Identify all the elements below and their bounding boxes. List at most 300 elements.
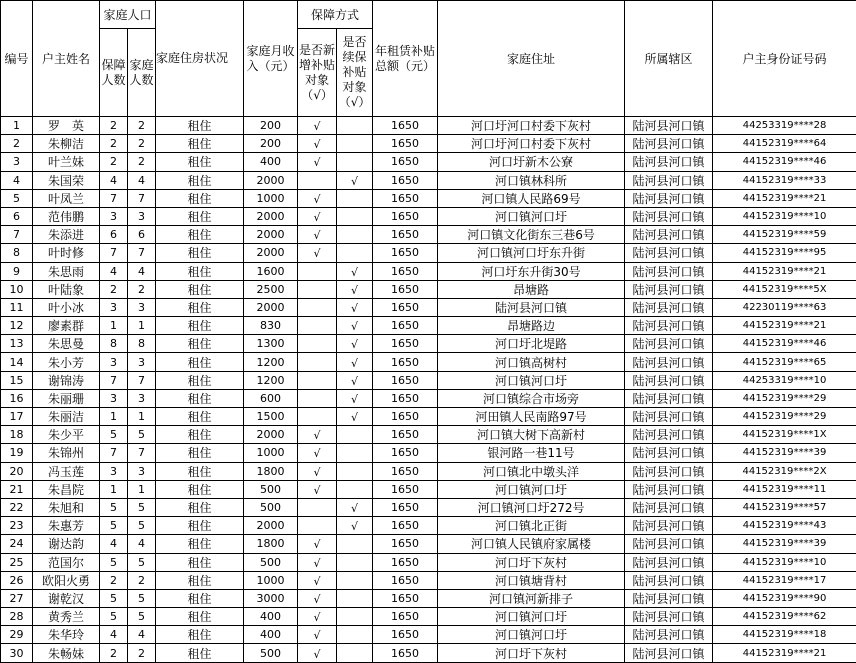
table-row <box>1 408 856 426</box>
cell-family-count: 5 <box>128 553 156 571</box>
table-row <box>1 426 856 444</box>
cell-name: 朱柳洁 <box>33 135 100 153</box>
cell-family-count: 5 <box>128 608 156 626</box>
cell-name: 朱小芳 <box>33 353 100 371</box>
cell-name: 叶时修 <box>33 244 100 262</box>
cell-rent-total: 1650 <box>373 408 438 426</box>
cell-address: 河口镇河口圩东升街 <box>438 244 625 262</box>
cell-id-no: 44152319****11 <box>713 480 856 498</box>
cell-id-no: 44152319****5X <box>713 280 856 298</box>
checkmark-icon: √ <box>351 302 358 315</box>
cell-income: 1000 <box>244 189 298 207</box>
cell-district: 陆河县河口镇 <box>625 553 713 571</box>
cell-insured-count: 7 <box>100 444 128 462</box>
cell-district: 陆河县河口镇 <box>625 189 713 207</box>
cell-id-no: 44152319****39 <box>713 444 856 462</box>
cell-rent-total: 1650 <box>373 498 438 516</box>
cell-district: 陆河县河口镇 <box>625 371 713 389</box>
cell-insured-count: 7 <box>100 189 128 207</box>
cell-family-count: 4 <box>128 626 156 644</box>
cell-new-subsidy <box>298 589 337 607</box>
cell-family-count: 6 <box>128 226 156 244</box>
cell-family-count: 7 <box>128 444 156 462</box>
cell-income: 400 <box>244 626 298 644</box>
cell-district: 陆河县河口镇 <box>625 244 713 262</box>
header-population: 家庭人口 <box>100 1 156 29</box>
table-row <box>1 244 856 262</box>
cell-id-no: 44152319****29 <box>713 408 856 426</box>
cell-family-count: 1 <box>128 480 156 498</box>
cell-family-count: 5 <box>128 498 156 516</box>
cell-name: 朱丽洁 <box>33 408 100 426</box>
cell-name: 谢达韵 <box>33 535 100 553</box>
cell-family-count: 4 <box>128 262 156 280</box>
cell-address: 陆河县河口镇 <box>438 298 625 316</box>
cell-rent-total: 1650 <box>373 571 438 589</box>
cell-id-no: 44253319****10 <box>713 371 856 389</box>
cell-no: 10 <box>1 280 33 298</box>
cell-housing: 租住 <box>156 117 244 135</box>
cell-family-count: 5 <box>128 426 156 444</box>
checkmark-icon: √ <box>351 320 358 333</box>
cell-housing: 租住 <box>156 353 244 371</box>
cell-rent-total: 1650 <box>373 353 438 371</box>
cell-housing: 租住 <box>156 444 244 462</box>
header-insured-count: 保障人数 <box>100 29 128 117</box>
cell-family-count: 2 <box>128 135 156 153</box>
cell-insured-count: 2 <box>100 280 128 298</box>
cell-new-subsidy <box>298 280 337 298</box>
checkmark-icon: √ <box>314 120 321 133</box>
cell-name: 叶凤兰 <box>33 189 100 207</box>
checkmark-icon: √ <box>351 393 358 406</box>
cell-continue-subsidy <box>337 589 373 607</box>
cell-no: 8 <box>1 244 33 262</box>
cell-rent-total: 1650 <box>373 207 438 225</box>
cell-insured-count: 3 <box>100 389 128 407</box>
cell-name: 黄秀兰 <box>33 608 100 626</box>
cell-no: 2 <box>1 135 33 153</box>
cell-no: 1 <box>1 117 33 135</box>
cell-rent-total: 1650 <box>373 553 438 571</box>
header-income: 家庭月收入（元） <box>244 1 298 117</box>
cell-id-no: 44152319****65 <box>713 353 856 371</box>
cell-district: 陆河县河口镇 <box>625 644 713 662</box>
cell-insured-count: 4 <box>100 535 128 553</box>
cell-district: 陆河县河口镇 <box>625 589 713 607</box>
cell-id-no: 44152319****90 <box>713 589 856 607</box>
cell-rent-total: 1650 <box>373 444 438 462</box>
cell-no: 5 <box>1 189 33 207</box>
cell-continue-subsidy <box>337 626 373 644</box>
cell-new-subsidy <box>298 408 337 426</box>
cell-address: 河口圩东升街30号 <box>438 262 625 280</box>
cell-housing: 租住 <box>156 462 244 480</box>
table-body <box>1 117 856 663</box>
cell-rent-total: 1650 <box>373 171 438 189</box>
cell-income: 2000 <box>244 517 298 535</box>
cell-new-subsidy <box>298 426 337 444</box>
cell-insured-count: 2 <box>100 117 128 135</box>
cell-insured-count: 7 <box>100 371 128 389</box>
cell-rent-total: 1650 <box>373 589 438 607</box>
table-row <box>1 626 856 644</box>
cell-housing: 租住 <box>156 135 244 153</box>
cell-continue-subsidy <box>337 335 373 353</box>
checkmark-icon: √ <box>351 357 358 370</box>
cell-id-no: 44152319****21 <box>713 262 856 280</box>
cell-continue-subsidy <box>337 517 373 535</box>
table-row <box>1 171 856 189</box>
cell-new-subsidy <box>298 571 337 589</box>
cell-no: 17 <box>1 408 33 426</box>
cell-address: 河口镇河口圩 <box>438 608 625 626</box>
checkmark-icon: √ <box>351 266 358 279</box>
cell-rent-total: 1650 <box>373 117 438 135</box>
cell-housing: 租住 <box>156 317 244 335</box>
cell-address: 河口镇文化街东三巷6号 <box>438 226 625 244</box>
cell-no: 18 <box>1 426 33 444</box>
table-header <box>1 1 856 117</box>
cell-district: 陆河县河口镇 <box>625 389 713 407</box>
cell-rent-total: 1650 <box>373 153 438 171</box>
cell-income: 1000 <box>244 444 298 462</box>
cell-address: 河口镇河口圩 <box>438 480 625 498</box>
table-row <box>1 608 856 626</box>
cell-continue-subsidy <box>337 462 373 480</box>
cell-address: 河田镇人民南路97号 <box>438 408 625 426</box>
cell-family-count: 3 <box>128 207 156 225</box>
cell-name: 朱旭和 <box>33 498 100 516</box>
cell-new-subsidy <box>298 262 337 280</box>
cell-id-no: 44152319****21 <box>713 644 856 662</box>
cell-new-subsidy <box>298 207 337 225</box>
cell-district: 陆河县河口镇 <box>625 462 713 480</box>
cell-housing: 租住 <box>156 644 244 662</box>
cell-family-count: 2 <box>128 644 156 662</box>
cell-name: 朱锦州 <box>33 444 100 462</box>
cell-district: 陆河县河口镇 <box>625 335 713 353</box>
cell-continue-subsidy <box>337 244 373 262</box>
cell-no: 27 <box>1 589 33 607</box>
table-row <box>1 189 856 207</box>
cell-no: 23 <box>1 517 33 535</box>
cell-continue-subsidy <box>337 226 373 244</box>
cell-new-subsidy <box>298 644 337 662</box>
table-row <box>1 462 856 480</box>
checkmark-icon: √ <box>314 247 321 260</box>
checkmark-icon: √ <box>314 538 321 551</box>
cell-family-count: 7 <box>128 189 156 207</box>
cell-new-subsidy <box>298 389 337 407</box>
cell-name: 罗 英 <box>33 117 100 135</box>
cell-rent-total: 1650 <box>373 426 438 444</box>
cell-insured-count: 3 <box>100 353 128 371</box>
cell-new-subsidy <box>298 244 337 262</box>
cell-family-count: 7 <box>128 371 156 389</box>
cell-family-count: 2 <box>128 153 156 171</box>
cell-address: 河口镇综合市场旁 <box>438 389 625 407</box>
cell-insured-count: 2 <box>100 153 128 171</box>
cell-address: 河口镇塘背村 <box>438 571 625 589</box>
cell-insured-count: 5 <box>100 426 128 444</box>
cell-rent-total: 1650 <box>373 335 438 353</box>
checkmark-icon: √ <box>351 375 358 388</box>
cell-income: 3000 <box>244 589 298 607</box>
cell-new-subsidy <box>298 535 337 553</box>
cell-id-no: 44152319****62 <box>713 608 856 626</box>
cell-address: 河口圩北堤路 <box>438 335 625 353</box>
cell-income: 2500 <box>244 280 298 298</box>
cell-insured-count: 3 <box>100 298 128 316</box>
cell-insured-count: 5 <box>100 589 128 607</box>
cell-address: 河口镇河口圩 <box>438 626 625 644</box>
checkmark-icon: √ <box>314 429 321 442</box>
cell-rent-total: 1650 <box>373 535 438 553</box>
cell-income: 2000 <box>244 298 298 316</box>
cell-new-subsidy <box>298 189 337 207</box>
cell-continue-subsidy <box>337 317 373 335</box>
cell-district: 陆河县河口镇 <box>625 626 713 644</box>
cell-continue-subsidy <box>337 353 373 371</box>
cell-housing: 租住 <box>156 371 244 389</box>
cell-address: 河口镇河口圩272号 <box>438 498 625 516</box>
cell-family-count: 2 <box>128 280 156 298</box>
cell-no: 22 <box>1 498 33 516</box>
cell-no: 25 <box>1 553 33 571</box>
cell-continue-subsidy <box>337 498 373 516</box>
cell-income: 2000 <box>244 171 298 189</box>
cell-housing: 租住 <box>156 262 244 280</box>
table-row <box>1 153 856 171</box>
checkmark-icon: √ <box>314 138 321 151</box>
cell-insured-count: 2 <box>100 644 128 662</box>
cell-address: 河口镇林科所 <box>438 171 625 189</box>
cell-new-subsidy <box>298 135 337 153</box>
cell-id-no: 44152319****21 <box>713 189 856 207</box>
cell-id-no: 44152319****21 <box>713 317 856 335</box>
cell-family-count: 2 <box>128 117 156 135</box>
cell-housing: 租住 <box>156 244 244 262</box>
cell-new-subsidy <box>298 626 337 644</box>
cell-no: 3 <box>1 153 33 171</box>
cell-continue-subsidy <box>337 644 373 662</box>
table-row <box>1 353 856 371</box>
cell-housing: 租住 <box>156 426 244 444</box>
cell-id-no: 44152319****29 <box>713 389 856 407</box>
table-row <box>1 226 856 244</box>
cell-rent-total: 1650 <box>373 226 438 244</box>
cell-id-no: 44152319****10 <box>713 207 856 225</box>
checkmark-icon: √ <box>351 284 358 297</box>
cell-rent-total: 1650 <box>373 262 438 280</box>
checkmark-icon: √ <box>314 611 321 624</box>
cell-no: 24 <box>1 535 33 553</box>
cell-name: 廖素群 <box>33 317 100 335</box>
cell-no: 7 <box>1 226 33 244</box>
cell-no: 20 <box>1 462 33 480</box>
cell-new-subsidy <box>298 608 337 626</box>
cell-rent-total: 1650 <box>373 244 438 262</box>
cell-address: 河口圩河口村委下灰村 <box>438 117 625 135</box>
table-row <box>1 135 856 153</box>
table-row <box>1 644 856 662</box>
cell-no: 30 <box>1 644 33 662</box>
cell-continue-subsidy <box>337 117 373 135</box>
cell-family-count: 2 <box>128 571 156 589</box>
header-housing: 家庭住房状况 <box>156 1 244 117</box>
cell-insured-count: 4 <box>100 626 128 644</box>
checkmark-icon: √ <box>351 338 358 351</box>
cell-housing: 租住 <box>156 480 244 498</box>
cell-new-subsidy <box>298 335 337 353</box>
cell-rent-total: 1650 <box>373 280 438 298</box>
cell-insured-count: 5 <box>100 608 128 626</box>
cell-name: 朱思曼 <box>33 335 100 353</box>
cell-district: 陆河县河口镇 <box>625 262 713 280</box>
table-row <box>1 389 856 407</box>
cell-no: 29 <box>1 626 33 644</box>
cell-id-no: 44152319****18 <box>713 626 856 644</box>
cell-housing: 租住 <box>156 189 244 207</box>
cell-name: 范伟鹏 <box>33 207 100 225</box>
cell-income: 500 <box>244 644 298 662</box>
cell-address: 河口镇北正街 <box>438 517 625 535</box>
cell-new-subsidy <box>298 226 337 244</box>
cell-continue-subsidy <box>337 135 373 153</box>
cell-address: 河口镇高树村 <box>438 353 625 371</box>
cell-address: 河口镇河口圩 <box>438 371 625 389</box>
checkmark-icon: √ <box>314 648 321 661</box>
cell-insured-count: 5 <box>100 517 128 535</box>
cell-income: 500 <box>244 498 298 516</box>
cell-district: 陆河县河口镇 <box>625 608 713 626</box>
cell-name: 朱丽珊 <box>33 389 100 407</box>
cell-continue-subsidy <box>337 153 373 171</box>
cell-continue-subsidy <box>337 571 373 589</box>
checkmark-icon: √ <box>314 557 321 570</box>
cell-continue-subsidy <box>337 535 373 553</box>
cell-income: 500 <box>244 553 298 571</box>
cell-insured-count: 3 <box>100 462 128 480</box>
table-row <box>1 335 856 353</box>
cell-housing: 租住 <box>156 207 244 225</box>
cell-insured-count: 1 <box>100 317 128 335</box>
cell-income: 1200 <box>244 371 298 389</box>
header-address: 家庭住址 <box>438 1 625 117</box>
cell-insured-count: 8 <box>100 335 128 353</box>
cell-income: 600 <box>244 389 298 407</box>
cell-address: 河口圩下灰村 <box>438 553 625 571</box>
cell-insured-count: 4 <box>100 171 128 189</box>
header-family-count: 家庭人数 <box>128 29 156 117</box>
cell-name: 朱添进 <box>33 226 100 244</box>
cell-district: 陆河县河口镇 <box>625 498 713 516</box>
cell-name: 叶小冰 <box>33 298 100 316</box>
checkmark-icon: √ <box>314 211 321 224</box>
table-row <box>1 280 856 298</box>
cell-family-count: 1 <box>128 317 156 335</box>
checkmark-icon: √ <box>351 502 358 515</box>
cell-family-count: 5 <box>128 589 156 607</box>
cell-no: 28 <box>1 608 33 626</box>
header-district: 所属辖区 <box>625 1 713 117</box>
cell-housing: 租住 <box>156 298 244 316</box>
cell-insured-count: 6 <box>100 226 128 244</box>
table-row <box>1 498 856 516</box>
cell-continue-subsidy <box>337 389 373 407</box>
cell-income: 1800 <box>244 462 298 480</box>
cell-no: 12 <box>1 317 33 335</box>
table-row <box>1 317 856 335</box>
cell-housing: 租住 <box>156 280 244 298</box>
cell-no: 15 <box>1 371 33 389</box>
cell-income: 1000 <box>244 571 298 589</box>
cell-new-subsidy <box>298 371 337 389</box>
cell-rent-total: 1650 <box>373 644 438 662</box>
cell-housing: 租住 <box>156 553 244 571</box>
table-row <box>1 571 856 589</box>
cell-income: 2000 <box>244 426 298 444</box>
cell-housing: 租住 <box>156 171 244 189</box>
cell-id-no: 44152319****59 <box>713 226 856 244</box>
cell-new-subsidy <box>298 498 337 516</box>
cell-address: 河口镇北中墩头洋 <box>438 462 625 480</box>
table-row <box>1 117 856 135</box>
cell-new-subsidy <box>298 117 337 135</box>
checkmark-icon: √ <box>314 229 321 242</box>
cell-name: 朱畅妹 <box>33 644 100 662</box>
cell-income: 1500 <box>244 408 298 426</box>
header-id-no: 户主身份证号码 <box>713 1 856 117</box>
cell-insured-count: 1 <box>100 480 128 498</box>
cell-housing: 租住 <box>156 226 244 244</box>
cell-district: 陆河县河口镇 <box>625 153 713 171</box>
cell-rent-total: 1650 <box>373 462 438 480</box>
cell-continue-subsidy <box>337 480 373 498</box>
cell-continue-subsidy <box>337 189 373 207</box>
cell-district: 陆河县河口镇 <box>625 317 713 335</box>
cell-district: 陆河县河口镇 <box>625 517 713 535</box>
cell-district: 陆河县河口镇 <box>625 117 713 135</box>
cell-continue-subsidy <box>337 408 373 426</box>
cell-housing: 租住 <box>156 335 244 353</box>
cell-family-count: 7 <box>128 244 156 262</box>
cell-address: 河口镇人民路69号 <box>438 189 625 207</box>
cell-income: 400 <box>244 153 298 171</box>
cell-continue-subsidy <box>337 426 373 444</box>
checkmark-icon: √ <box>314 484 321 497</box>
cell-rent-total: 1650 <box>373 317 438 335</box>
checkmark-icon: √ <box>314 593 321 606</box>
cell-address: 河口镇大树下高新村 <box>438 426 625 444</box>
cell-rent-total: 1650 <box>373 298 438 316</box>
cell-housing: 租住 <box>156 389 244 407</box>
cell-id-no: 44152319****33 <box>713 171 856 189</box>
cell-id-no: 44152319****2X <box>713 462 856 480</box>
cell-new-subsidy <box>298 553 337 571</box>
cell-insured-count: 2 <box>100 571 128 589</box>
table-row <box>1 589 856 607</box>
checkmark-icon: √ <box>351 175 358 188</box>
cell-family-count: 3 <box>128 298 156 316</box>
cell-housing: 租住 <box>156 408 244 426</box>
cell-address: 河口镇人民镇府家属楼 <box>438 535 625 553</box>
cell-new-subsidy <box>298 517 337 535</box>
cell-insured-count: 5 <box>100 553 128 571</box>
cell-district: 陆河县河口镇 <box>625 444 713 462</box>
cell-id-no: 44152319****1X <box>713 426 856 444</box>
